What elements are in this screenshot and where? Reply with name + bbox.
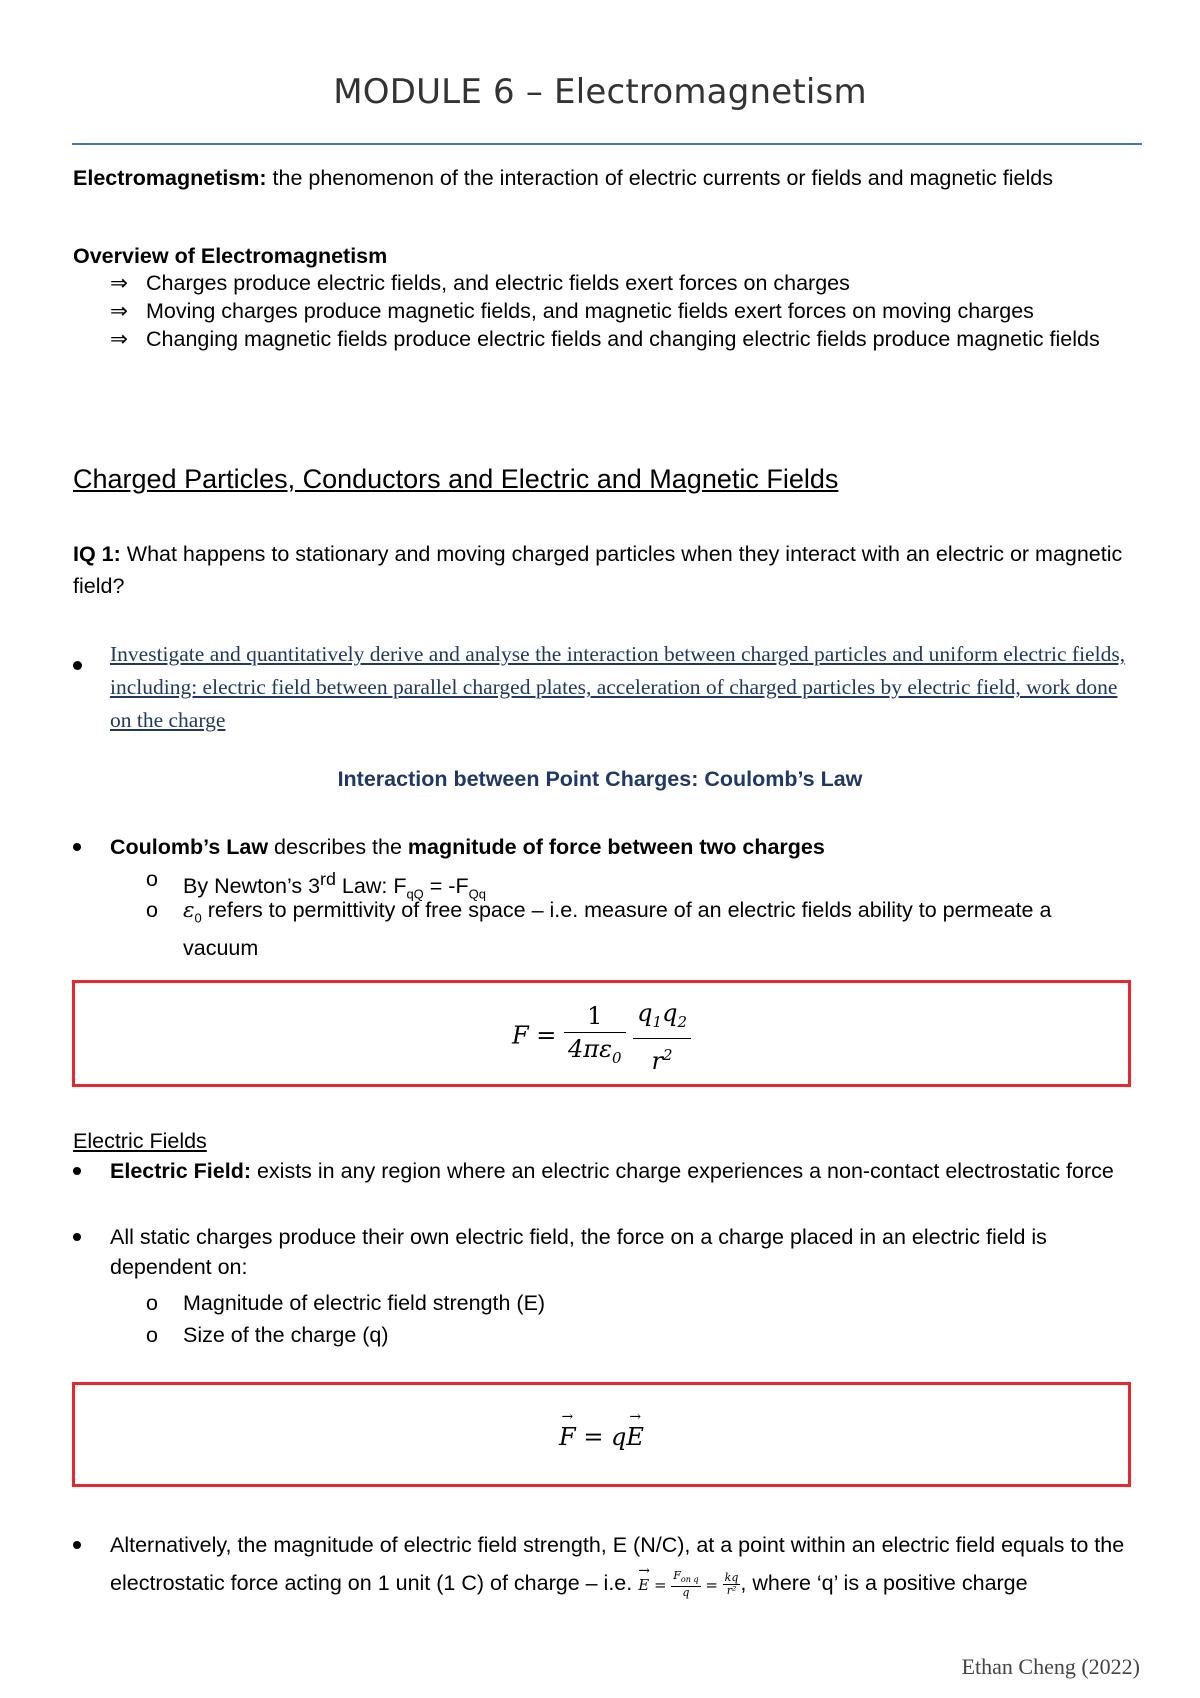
title-divider: [72, 143, 1142, 145]
distance-sup: 2: [663, 1045, 673, 1064]
static-charges-text: All static charges produce their own electric field, the force on a charge placed in an electric field is dependent on:: [110, 1225, 1047, 1279]
electric-field-text: exists in any region where an electric charge experiences a non-contact electrostatic force: [251, 1159, 1114, 1183]
force-formula-box: [72, 1382, 1131, 1487]
implies-arrow-icon: ⇒: [110, 327, 129, 351]
force-vector: → F: [559, 1423, 576, 1451]
equals-sign: =: [649, 1576, 672, 1594]
bullet-icon: [73, 1167, 81, 1175]
definition-paragraph: [73, 164, 1133, 192]
electric-field-term: Electric Field:: [110, 1159, 251, 1183]
implies-arrow-icon: ⇒: [110, 271, 129, 295]
syllabus-text[interactable]: Investigate and quantitatively derive and analyse the interaction between charged particles and uniform electric fields, including: electric field between parallel charged plates, acceleration of charged particles by electric field, work done on the charge: [110, 642, 1126, 732]
coulomb-formula-box: [72, 980, 1131, 1087]
permittivity-subpoint: [146, 895, 1126, 964]
electric-fields-heading: Electric Fields: [73, 1129, 207, 1153]
section-heading: Charged Particles, Conductors and Electric and Magnetic Fields: [73, 464, 839, 494]
formula-equals: = q: [575, 1423, 627, 1451]
author-footer: Ethan Cheng (2022): [961, 1654, 1140, 1679]
distance: r: [651, 1046, 664, 1075]
alternative-tail: , where ‘q’ is a positive charge: [740, 1571, 1028, 1595]
overview-item-text: Changing magnetic fields produce electric fields and changing electric fields produce magnetic fields: [146, 327, 1100, 351]
epsilon-sub: 0: [194, 910, 202, 926]
bullet-icon: [73, 843, 81, 851]
coulomb-formula: [75, 997, 1128, 1077]
coulomb-emphasis: magnitude of force between two charges: [407, 835, 825, 859]
list-item: [110, 326, 1110, 353]
force-sub-1: qQ: [406, 886, 424, 902]
field-vector: → E: [638, 1566, 649, 1604]
electric-field-bullet: [73, 1156, 1133, 1186]
force-sub: on q: [680, 1574, 699, 1584]
formula-lhs: F =: [512, 1021, 557, 1050]
circle-bullet-icon: o: [146, 1291, 158, 1315]
charge-symbol: q: [682, 1585, 690, 1599]
newton-eq: = -F: [423, 874, 469, 899]
coulomb-bullet: [73, 832, 1133, 862]
coulomb-term: Coulomb’s Law: [110, 835, 269, 859]
bullet-icon: [73, 1541, 81, 1549]
force-sub-2: Qq: [468, 886, 486, 902]
circle-bullet-icon: o: [146, 898, 158, 922]
charge-2: q: [662, 999, 678, 1027]
implies-arrow-icon: ⇒: [110, 299, 129, 323]
overview-item-text: Moving charges produce magnetic fields, and magnetic fields exert forces on moving charges: [146, 299, 1034, 323]
charge-1-sub: 1: [652, 1012, 663, 1031]
fraction-constant: [564, 1000, 625, 1074]
r-squared-symbol: r²: [726, 1583, 737, 1597]
force-symbol: F: [673, 1568, 681, 1582]
field-strength-subpoint: [146, 1288, 1126, 1319]
force-formula: [75, 1423, 1128, 1451]
force-fraction: [671, 1570, 700, 1599]
coulomb-heading: Interaction between Point Charges: Coulomb’s Law: [337, 767, 863, 791]
fraction-numerator: 1: [564, 1000, 625, 1033]
permittivity-text: refers to permittivity of free space – i.e. measure of an electric fields ability to permeate a vacuum: [183, 898, 1052, 961]
epsilon-symbol: ε: [183, 898, 195, 923]
subpoint-text: Magnitude of electric field strength (E): [183, 1291, 546, 1315]
overview-list: [110, 270, 1110, 354]
syllabus-point[interactable]: [73, 638, 1133, 737]
coulomb-text: describes the: [268, 835, 408, 859]
charge-2-sub: 2: [677, 1012, 687, 1031]
bullet-icon: [73, 650, 82, 683]
newton-sup: rd: [320, 869, 336, 889]
inquiry-question: [73, 538, 1133, 602]
fraction-denominator: 4πε: [568, 1035, 612, 1063]
overview-heading: Overview of Electromagnetism: [73, 244, 388, 268]
alternative-text: Alternatively, the magnitude of electric field strength, E (N/C), at a point within an electric field equals to the electrostatic force acting on 1 unit (1 C) of charge – i.e.: [110, 1533, 1125, 1595]
static-charges-bullet: [73, 1222, 1133, 1282]
inquiry-text: What happens to stationary and moving charged particles when they interact with an electric or magnetic field?: [73, 542, 1123, 598]
newton-text: By Newton’s 3: [183, 874, 321, 899]
bullet-icon: [73, 1233, 81, 1241]
page-title: MODULE 6 – Electromagnetism: [333, 72, 867, 112]
circle-bullet-icon: o: [146, 867, 158, 891]
charge-size-subpoint: [146, 1320, 1126, 1351]
newton-law: Law: F: [335, 874, 407, 899]
equals-sign: =: [700, 1576, 723, 1594]
alternative-bullet: [73, 1526, 1133, 1604]
subpoint-text: Size of the charge (q): [183, 1323, 389, 1347]
field-vector: → E: [626, 1423, 644, 1451]
list-item: [110, 270, 1110, 297]
epsilon-sub: 0: [611, 1048, 622, 1067]
charge-1: q: [637, 999, 653, 1027]
list-item: [110, 298, 1110, 325]
overview-item-text: Charges produce electric fields, and electric fields exert forces on charges: [146, 271, 850, 295]
definition-text: the phenomenon of the interaction of electric currents or fields and magnetic fields: [266, 166, 1053, 190]
circle-bullet-icon: o: [146, 1323, 158, 1347]
definition-term: Electromagnetism:: [73, 166, 267, 190]
inquiry-label: IQ 1:: [73, 542, 121, 566]
coulomb-fraction: [723, 1572, 741, 1597]
fraction-charges: [633, 997, 691, 1077]
kq-symbol: kq: [724, 1570, 739, 1584]
